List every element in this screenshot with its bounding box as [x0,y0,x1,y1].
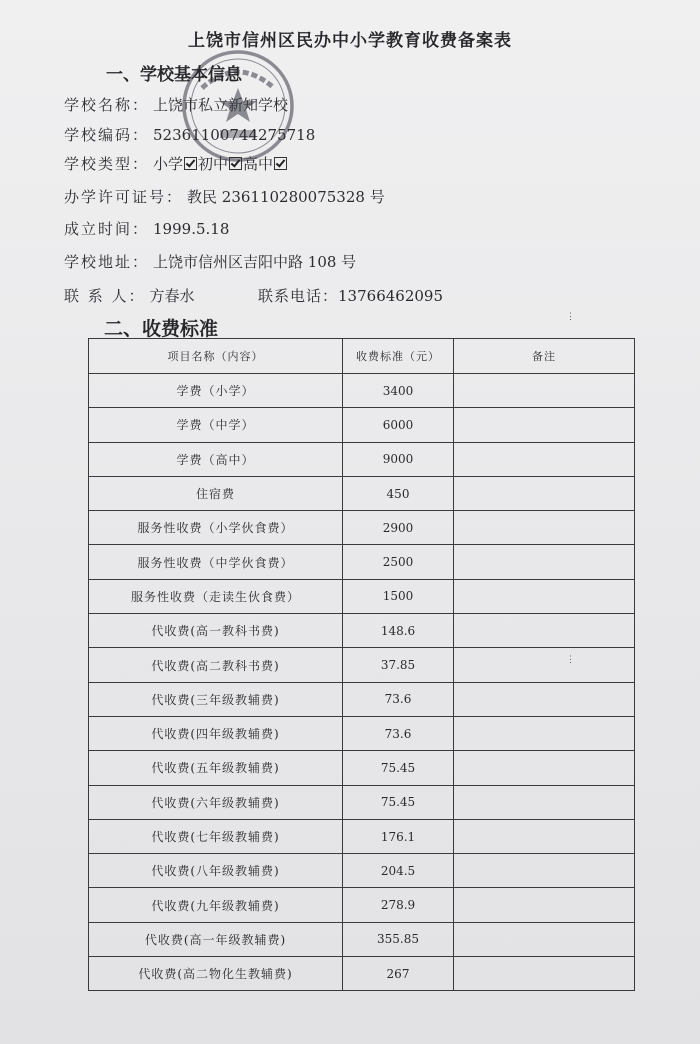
column-header-amount: 收费标准（元） [343,339,454,374]
phone-value: 13766462095 [338,287,443,305]
school-name-value: 上饶市私立新知学校 [153,96,289,114]
fee-item-cell: 代收费(高二物化生教辅费) [89,957,343,991]
fee-item-cell: 代收费(六年级教辅费) [89,785,343,819]
fee-note-cell [454,682,635,716]
fee-item-cell: 代收费(七年级教辅费) [89,819,343,853]
table-row [89,785,635,819]
fee-table [88,338,635,991]
table-row [89,476,635,510]
fee-item-cell: 代收费(八年级教辅费) [89,854,343,888]
school-type-line [64,153,288,174]
table-row [89,511,635,545]
fee-item-cell: 住宿费 [89,476,343,510]
checkbox-checked-icon [184,157,197,170]
fee-note-cell [454,922,635,956]
fee-item-cell: 服务性收费（中学伙食费） [89,545,343,579]
address-line [64,251,356,272]
fee-amount-cell: 2900 [343,511,454,545]
fee-note-cell [454,579,635,613]
school-name-line [64,94,288,115]
fee-note-cell [454,545,635,579]
fee-item-cell: 代收费(高一年级教辅费) [89,922,343,956]
checkbox-checked-icon [274,157,287,170]
fee-amount-cell: 148.6 [343,614,454,648]
fee-item-cell: 代收费(高一教科书费) [89,614,343,648]
founded-value: 1999.5.18 [153,220,230,238]
fee-item-cell: 代收费(九年级教辅费) [89,888,343,922]
fee-note-cell [454,614,635,648]
table-row [89,614,635,648]
fee-note-cell [454,888,635,922]
fee-amount-cell: 1500 [343,579,454,613]
fee-item-cell: 学费（中学） [89,408,343,442]
school-name-label: 学校名称： [64,96,150,114]
license-label: 办学许可证号： [64,188,184,206]
fee-note-cell [454,648,635,682]
address-label: 学校地址： [64,253,150,271]
table-row [89,545,635,579]
phone-line [258,285,443,306]
fee-note-cell [454,785,635,819]
column-header-note: 备注 [454,339,635,374]
fee-item-cell: 代收费(三年级教辅费) [89,682,343,716]
school-code-value: 52361100744275718 [153,126,316,144]
fee-note-cell [454,442,635,476]
fee-amount-cell: 267 [343,957,454,991]
fee-amount-cell: 73.6 [343,716,454,750]
contact-label: 联 系 人： [64,287,146,305]
fee-note-cell [454,957,635,991]
fee-amount-cell: 176.1 [343,819,454,853]
table-row [89,716,635,750]
founded-label: 成立时间： [64,220,150,238]
address-value: 上饶市信州区吉阳中路 108 号 [153,253,357,271]
license-line [64,186,385,207]
fee-amount-cell: 37.85 [343,648,454,682]
fee-table-body [89,374,635,991]
scan-speck: ⋮ [566,655,575,665]
table-row [89,957,635,991]
table-row [89,442,635,476]
table-row [89,922,635,956]
fee-item-cell: 学费（高中） [89,442,343,476]
table-row [89,854,635,888]
fee-note-cell [454,511,635,545]
fee-item-cell: 代收费(高二教科书费) [89,648,343,682]
fee-amount-cell: 73.6 [343,682,454,716]
table-header-row [89,339,635,374]
fee-amount-cell: 450 [343,476,454,510]
section-heading-basic-info: 一、学校基本信息 [106,65,242,85]
table-row [89,751,635,785]
school-code-line [64,124,315,145]
table-row [89,579,635,613]
fee-note-cell [454,374,635,408]
fee-amount-cell: 75.45 [343,785,454,819]
table-row [89,682,635,716]
table-row [89,888,635,922]
fee-amount-cell: 75.45 [343,751,454,785]
document-title: 上饶市信州区民办中小学教育收费备案表 [188,31,512,51]
fee-item-cell: 代收费(五年级教辅费) [89,751,343,785]
column-header-item: 项目名称（内容） [89,339,343,374]
fee-amount-cell: 9000 [343,442,454,476]
fee-note-cell [454,751,635,785]
fee-note-cell [454,716,635,750]
type-high-label: 高中 [243,155,274,173]
fee-amount-cell: 278.9 [343,888,454,922]
fee-item-cell: 学费（小学） [89,374,343,408]
table-row [89,374,635,408]
fee-item-cell: 服务性收费（小学伙食费） [89,511,343,545]
fee-amount-cell: 3400 [343,374,454,408]
fee-note-cell [454,476,635,510]
type-primary-label: 小学 [153,155,184,173]
school-type-label: 学校类型： [64,155,150,173]
table-row [89,408,635,442]
license-value: 教民 236110280075328 号 [187,188,385,206]
scan-speck: ⋮ [566,312,575,322]
fee-note-cell [454,408,635,442]
type-middle-label: 初中 [198,155,229,173]
fee-item-cell: 代收费(四年级教辅费) [89,716,343,750]
school-code-label: 学校编码： [64,126,150,144]
section-heading-fee-standard: 二、收费标准 [104,318,219,340]
fee-amount-cell: 204.5 [343,854,454,888]
fee-item-cell: 服务性收费（走读生伙食费） [89,579,343,613]
fee-amount-cell: 6000 [343,408,454,442]
fee-note-cell [454,819,635,853]
fee-amount-cell: 2500 [343,545,454,579]
checkbox-checked-icon [229,157,242,170]
table-row [89,648,635,682]
fee-amount-cell: 355.85 [343,922,454,956]
contact-line [64,285,195,306]
fee-note-cell [454,854,635,888]
table-row [89,819,635,853]
contact-value: 方春水 [149,287,195,305]
phone-label: 联系电话： [258,287,339,305]
founded-line [64,218,229,239]
